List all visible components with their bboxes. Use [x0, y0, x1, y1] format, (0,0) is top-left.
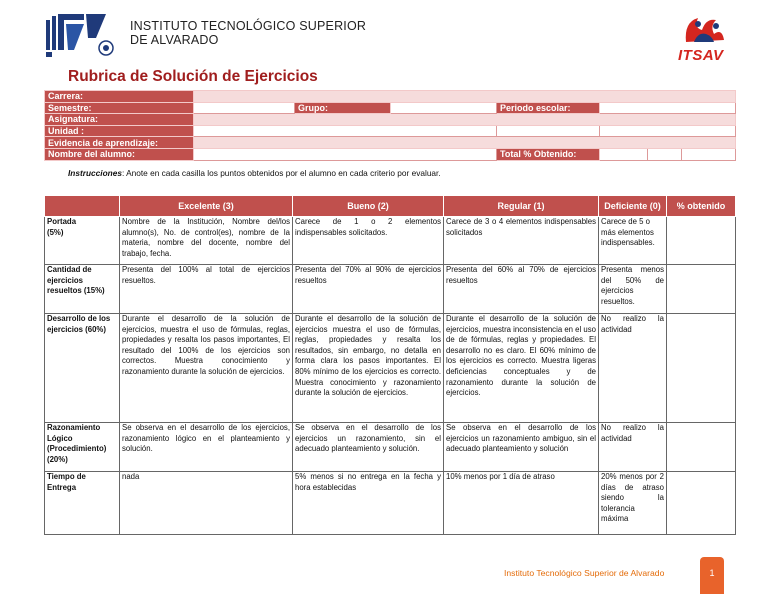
- instructions: [68, 168, 441, 178]
- page-title: Rubrica de Solución de Ejercicios: [68, 68, 318, 85]
- total-field-2[interactable]: [648, 148, 682, 160]
- cell-excelente: Nombre de la Institución, Nombre del/los alumno(s), No. de control(es), nombre de la materia, nombre del docente, nombre del trabajo, fecha.: [120, 217, 293, 265]
- header-deficiente: Deficiente (0): [599, 196, 667, 217]
- total-field[interactable]: [600, 148, 648, 160]
- evidencia-field[interactable]: [194, 137, 736, 149]
- cell-bueno: 5% menos si no entrega en la fecha y hora establecidas: [293, 472, 444, 535]
- institute-name-line2: DE ALVARADO: [130, 33, 219, 47]
- asignatura-field[interactable]: [194, 114, 736, 126]
- cell-deficiente: No realizo la actividad: [599, 423, 667, 472]
- cell-deficiente: No realizo la actividad: [599, 314, 667, 423]
- table-row: [45, 265, 736, 314]
- table-row: [45, 314, 736, 423]
- criterion-razonamiento: Razonamiento Lógico (Procedimiento) (20%): [45, 423, 120, 472]
- page-number-tab: [700, 557, 724, 594]
- label-semestre: Semestre:: [45, 102, 194, 114]
- rubric-table: [44, 195, 736, 535]
- unidad-extra-field-2[interactable]: [600, 125, 736, 137]
- total-field-3[interactable]: [682, 148, 736, 160]
- cell-regular: 10% menos por 1 día de atraso: [444, 472, 599, 535]
- footer-institute: Instituto Tecnológico Superior de Alvarado: [504, 568, 665, 578]
- cell-obtenido[interactable]: [667, 265, 736, 314]
- cell-regular: Carece de 3 o 4 elementos indispensables solicitados: [444, 217, 599, 265]
- info-row-semestre: [45, 102, 736, 114]
- criterion-portada: Portada (5%): [45, 217, 120, 265]
- label-alumno: Nombre del alumno:: [45, 148, 194, 160]
- criterion-desarrollo: Desarrollo de los ejercicios (60%): [45, 314, 120, 423]
- cell-regular: Presenta del 60% al 70% de ejercicios resueltos: [444, 265, 599, 314]
- header-obtenido: % obtenido: [667, 196, 736, 217]
- label-carrera: Carrera:: [45, 91, 194, 103]
- instructions-label: Instrucciones: [68, 168, 122, 178]
- info-row-alumno: [45, 148, 736, 160]
- table-row: [45, 472, 736, 535]
- institute-name-line1: INSTITUTO TECNOLÓGICO SUPERIOR: [130, 19, 367, 33]
- student-info-table: [44, 90, 736, 161]
- table-row: [45, 217, 736, 265]
- criterion-tiempo: Tiempo de Entrega: [45, 472, 120, 535]
- semestre-field[interactable]: [194, 102, 295, 114]
- unidad-extra-field[interactable]: [497, 125, 600, 137]
- cell-deficiente: Carece de 5 o más elementos indispensables.: [599, 217, 667, 265]
- label-unidad: Unidad :: [45, 125, 194, 137]
- cell-deficiente: Presenta menos del 50% de ejercicios resueltos.: [599, 265, 667, 314]
- label-evidencia: Evidencia de aprendizaje:: [45, 137, 194, 149]
- carrera-field[interactable]: [194, 91, 736, 103]
- label-asignatura: Asignatura:: [45, 114, 194, 126]
- institute-name: [130, 19, 366, 47]
- cell-excelente: Durante el desarrollo de la solución de ejercicios, muestra el uso de fórmulas, reglas, propiedades y resalta los pasos importantes, El resultado del 100% de los ejercicios son correctos. Muestra conocimiento y razonamiento durante la solución de ejercicios.: [120, 314, 293, 423]
- table-row: [45, 423, 736, 472]
- unidad-field[interactable]: [194, 125, 497, 137]
- label-grupo: Grupo:: [295, 102, 391, 114]
- cell-excelente: Presenta del 100% al total de ejercicios resueltos.: [120, 265, 293, 314]
- cell-regular: Se observa en el desarrollo de los ejercicios un razonamiento ambiguo, sin el adecuado planteamiento y solución: [444, 423, 599, 472]
- grupo-field[interactable]: [391, 102, 497, 114]
- cell-obtenido[interactable]: [667, 314, 736, 423]
- brand-name: ITSAV: [678, 47, 724, 64]
- cell-bueno: Carece de 1 o 2 elementos indispensables solicitados.: [293, 217, 444, 265]
- header-regular: Regular (1): [444, 196, 599, 217]
- alumno-field[interactable]: [194, 148, 497, 160]
- header-bueno: Bueno (2): [293, 196, 444, 217]
- cell-bueno: Presenta del 70% al 90% de ejercicios resueltos: [293, 265, 444, 314]
- cell-deficiente: 20% menos por 2 días de atraso siendo la tolerancia máxima: [599, 472, 667, 535]
- instructions-text: : Anote en cada casilla los puntos obtenidos por el alumno en cada criterio por evaluar.: [121, 168, 441, 178]
- periodo-field[interactable]: [600, 102, 736, 114]
- itsav-logo-icon: [676, 12, 734, 64]
- info-row-unidad: [45, 125, 736, 137]
- cell-excelente: Se observa en el desarrollo de los ejercicios, razonamiento lógico en el planteamiento y solución.: [120, 423, 293, 472]
- rubric-header-row: [45, 196, 736, 217]
- header-excelente: Excelente (3): [120, 196, 293, 217]
- info-row-asignatura: [45, 114, 736, 126]
- page-number: 1: [709, 568, 715, 578]
- cell-obtenido[interactable]: [667, 423, 736, 472]
- cell-regular: Durante el desarrollo de la solución de ejercicios, muestra inconsistencia en el uso de de fórmulas, reglas y propiedades. El desarrollo no es claro. El 60% mínimo de los ejercicios es correcto. Muestra ligeras deficiencias conceptuales y de razonamiento durante la solución de ejercicios.: [444, 314, 599, 423]
- header-criterion: [45, 196, 120, 217]
- info-row-evidencia: [45, 137, 736, 149]
- info-row-carrera: [45, 91, 736, 103]
- label-periodo: Periodo escolar:: [497, 102, 600, 114]
- cell-bueno: Durante el desarrollo de la solución de ejercicios muestra el uso de fórmulas, reglas, propiedades y resalta los resultados, sin embargo, no detalla en forma clara los pasos importantes. El 80% mínimo de los ejercicios es correcto. Muestra conocimiento y razonamiento durante la solución de ejercicios.: [293, 314, 444, 423]
- cell-obtenido[interactable]: [667, 217, 736, 265]
- criterion-cantidad: Cantidad de ejercicios resueltos (15%): [45, 265, 120, 314]
- label-total: Total % Obtenido:: [497, 148, 600, 160]
- cell-bueno: Se observa en el desarrollo de los ejercicios un razonamiento, sin el adecuado planteamiento y solución.: [293, 423, 444, 472]
- cell-obtenido[interactable]: [667, 472, 736, 535]
- tecnm-logo-icon: [44, 12, 120, 58]
- cell-excelente: nada: [120, 472, 293, 535]
